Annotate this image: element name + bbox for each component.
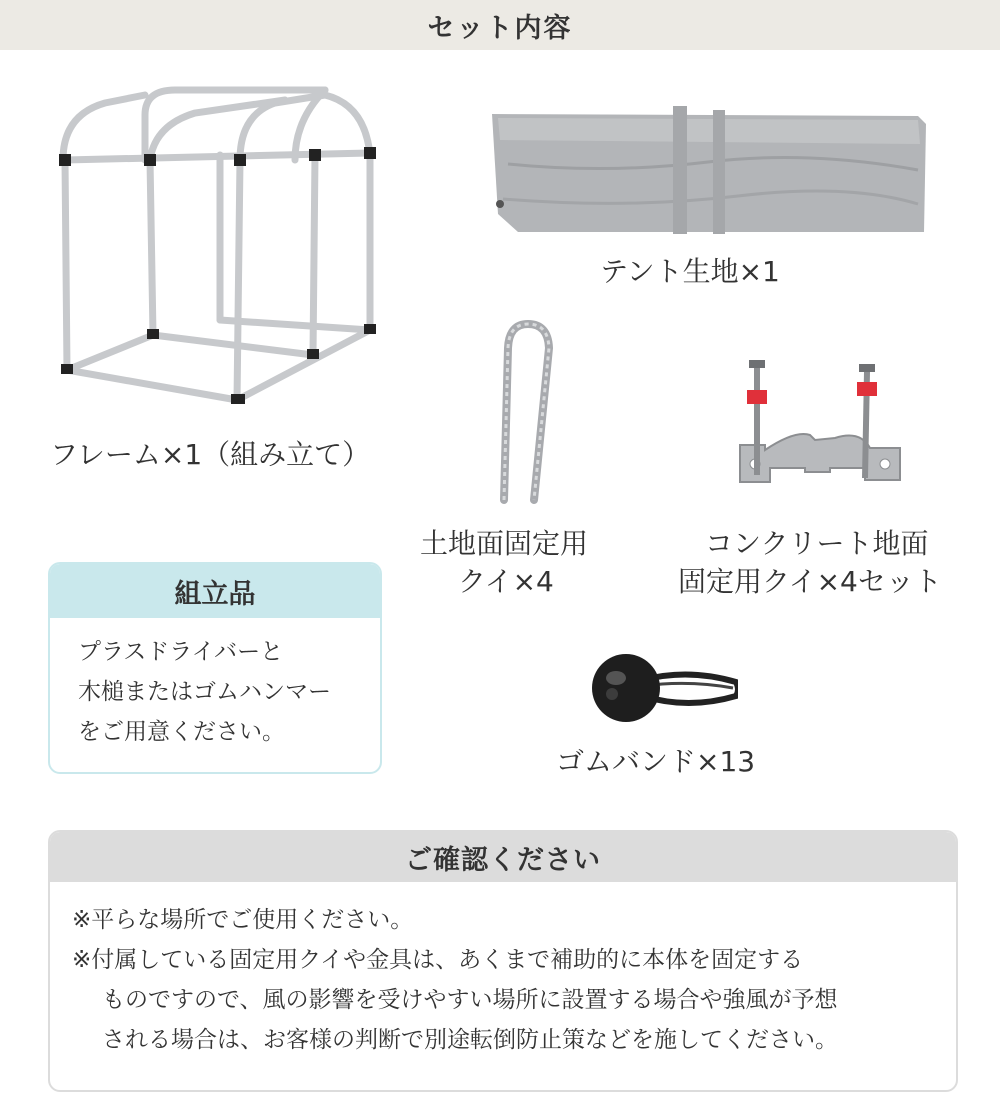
concrete-stake-caption-line2: 固定用クイ×4セット — [678, 565, 942, 598]
frame-image — [45, 85, 385, 415]
concrete-stake-caption-line1: コンクリート地面 — [705, 527, 929, 560]
assembly-info-line: をご用意ください。 — [78, 719, 285, 745]
rubber-band-image — [588, 650, 738, 730]
notice-line-2: ※付属している固定用クイや金具は、あくまで補助的に本体を固定する — [72, 947, 804, 973]
notice-line-1: ※平らな場所でご使用ください。 — [72, 907, 414, 933]
assembly-info-box — [48, 562, 382, 774]
concrete-stake-image — [735, 360, 905, 490]
ground-stake-image — [494, 318, 564, 508]
notice-line-4: される場合は、お客様の判断で別途転倒防止策などを施してください。 — [102, 1027, 838, 1053]
assembly-info-line: 木槌またはゴムハンマー — [78, 679, 331, 705]
frame-caption: フレーム×1（組み立て） — [50, 438, 371, 471]
notice-title: ご確認ください — [50, 832, 956, 882]
page-header — [0, 0, 1000, 50]
notice-line-3: ものですので、風の影響を受けやすい場所に設置する場合や強風が予想 — [102, 987, 838, 1013]
rubber-band-caption: ゴムバンド×13 — [556, 745, 756, 778]
tent-fabric-caption: テント生地×1 — [600, 255, 780, 288]
notice-body — [50, 882, 956, 1060]
assembly-info-title: 組立品 — [50, 564, 380, 618]
page-title: セット内容 — [427, 12, 573, 44]
tent-fabric-image — [488, 104, 928, 239]
ground-stake-caption-line1: 土地面固定用 — [420, 527, 589, 560]
notice-box — [48, 830, 958, 1092]
assembly-info-body — [50, 618, 380, 752]
assembly-info-line: プラスドライバーと — [78, 639, 284, 665]
ground-stake-caption-line2: クイ×4 — [458, 565, 554, 598]
